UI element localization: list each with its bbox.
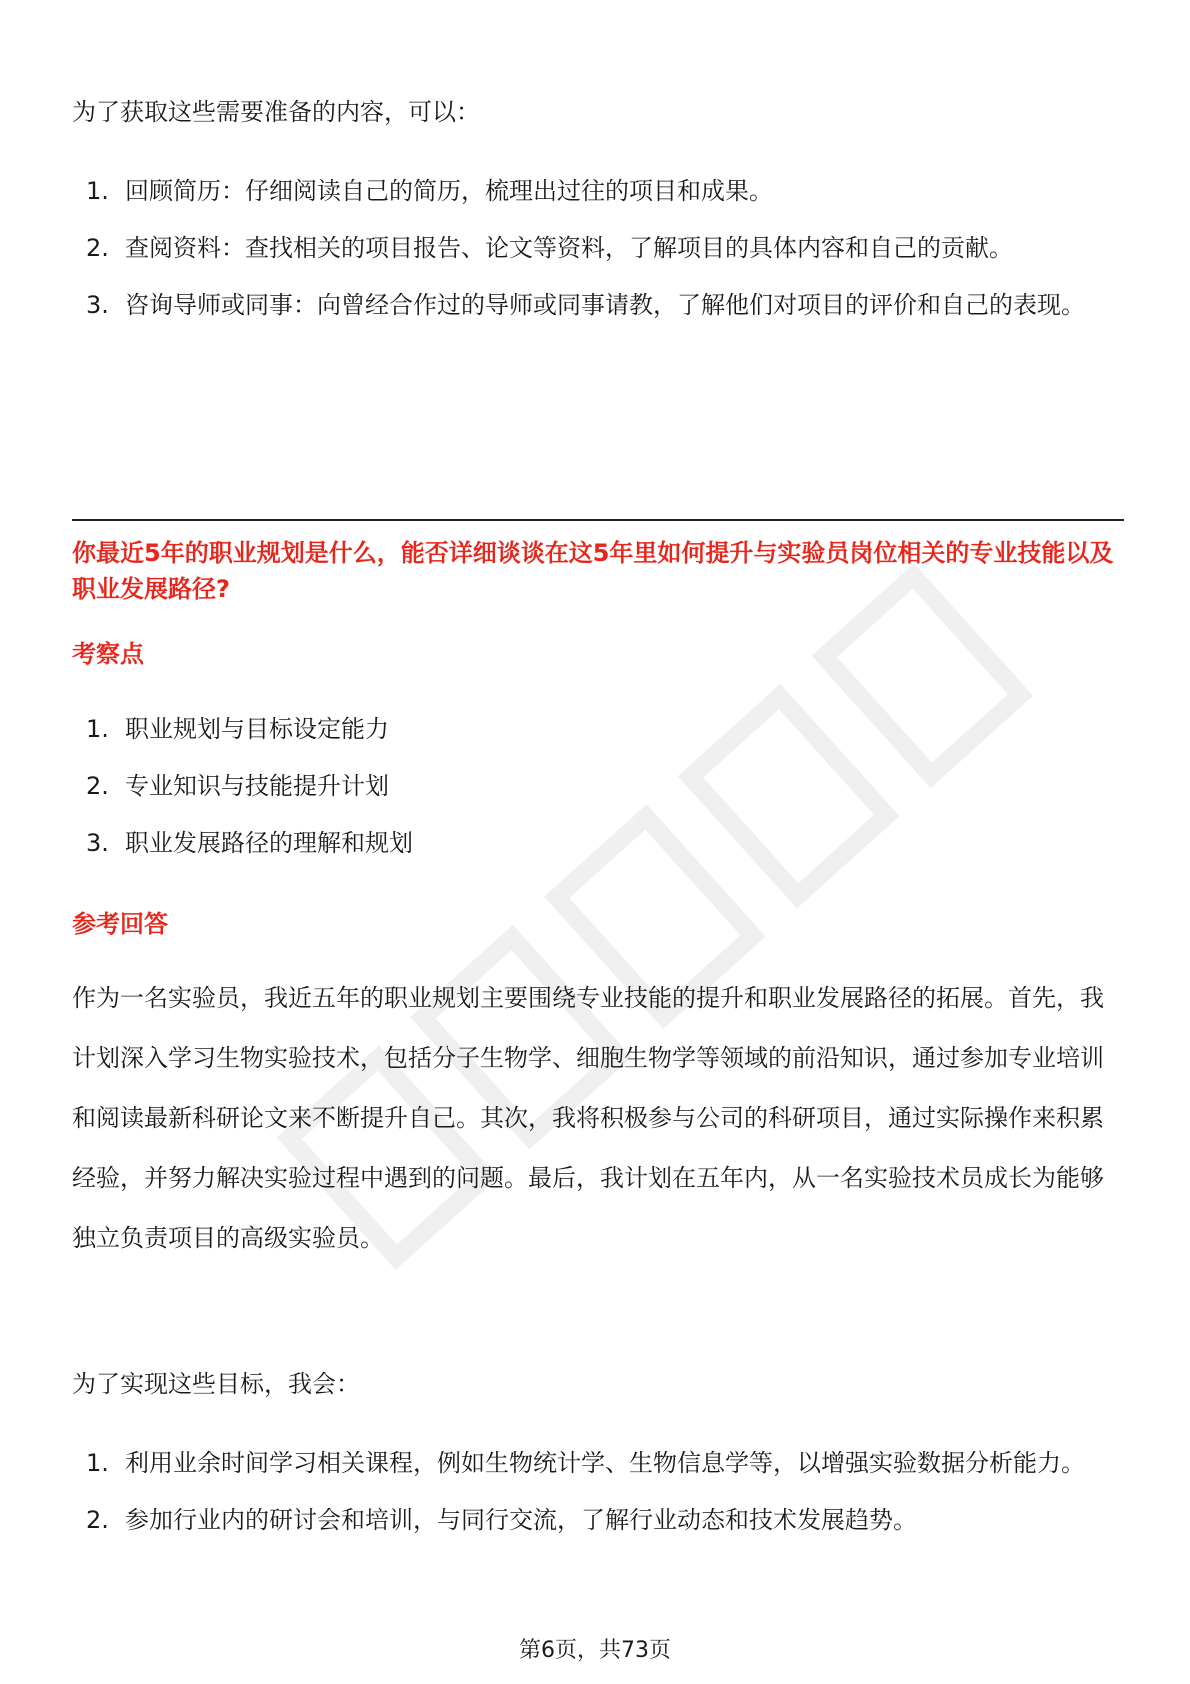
section-divider [72,519,1124,521]
page-footer: 第6页，共73页 [519,1638,671,1663]
list-item: 1. 职业规划与目标设定能力 [86,715,389,743]
goals-list [72,1435,1120,1549]
prep-list [72,163,1120,334]
list-item: 2. 查阅资料：查找相关的项目报告、论文等资料，了解项目的具体内容和自己的贡献。 [86,234,1013,262]
goals-intro: 为了实现这些目标，我会： [72,1370,360,1398]
list-item: 3. 咨询导师或同事：向曾经合作过的导师或同事请教，了解他们对项目的评价和自己的表现。 [86,291,1085,319]
assessment-title: 考察点 [72,640,144,668]
list-item: 1. 利用业余时间学习相关课程，例如生物统计学、生物信息学等，以增强实验数据分析能力。 [86,1449,1085,1477]
assessment-list [72,701,1120,872]
list-item: 2. 专业知识与技能提升计划 [86,772,389,800]
question-heading: 你最近5年的职业规划是什么，能否详细谈谈在这5年里如何提升与实验员岗位相关的专业技能以及职业发展路径? [72,539,1114,603]
intro-text: 为了获取这些需要准备的内容，可以： [72,98,480,126]
list-item: 2. 参加行业内的研讨会和培训，与同行交流，了解行业动态和技术发展趋势。 [86,1506,917,1534]
list-item: 3. 职业发展路径的理解和规划 [86,829,413,857]
answer-paragraph: 作为一名实验员，我近五年的职业规划主要围绕专业技能的提升和职业发展路径的拓展。首先，我计划深入学习生物实验技术，包括分子生物学、细胞生物学等领域的前沿知识，通过参加专业培训和阅读最新科研论文来不断提升自己。其次，我将积极参与公司的科研项目，通过实际操作来积累经验，并努力解决实验过程中遇到的问题。最后，我计划在五年内，从一名实验技术员成长为能够独立负责项目的高级实验员。 [72,984,1104,1252]
answer-title: 参考回答 [72,910,168,938]
list-item: 1. 回顾简历：仔细阅读自己的简历，梳理出过往的项目和成果。 [86,177,773,205]
